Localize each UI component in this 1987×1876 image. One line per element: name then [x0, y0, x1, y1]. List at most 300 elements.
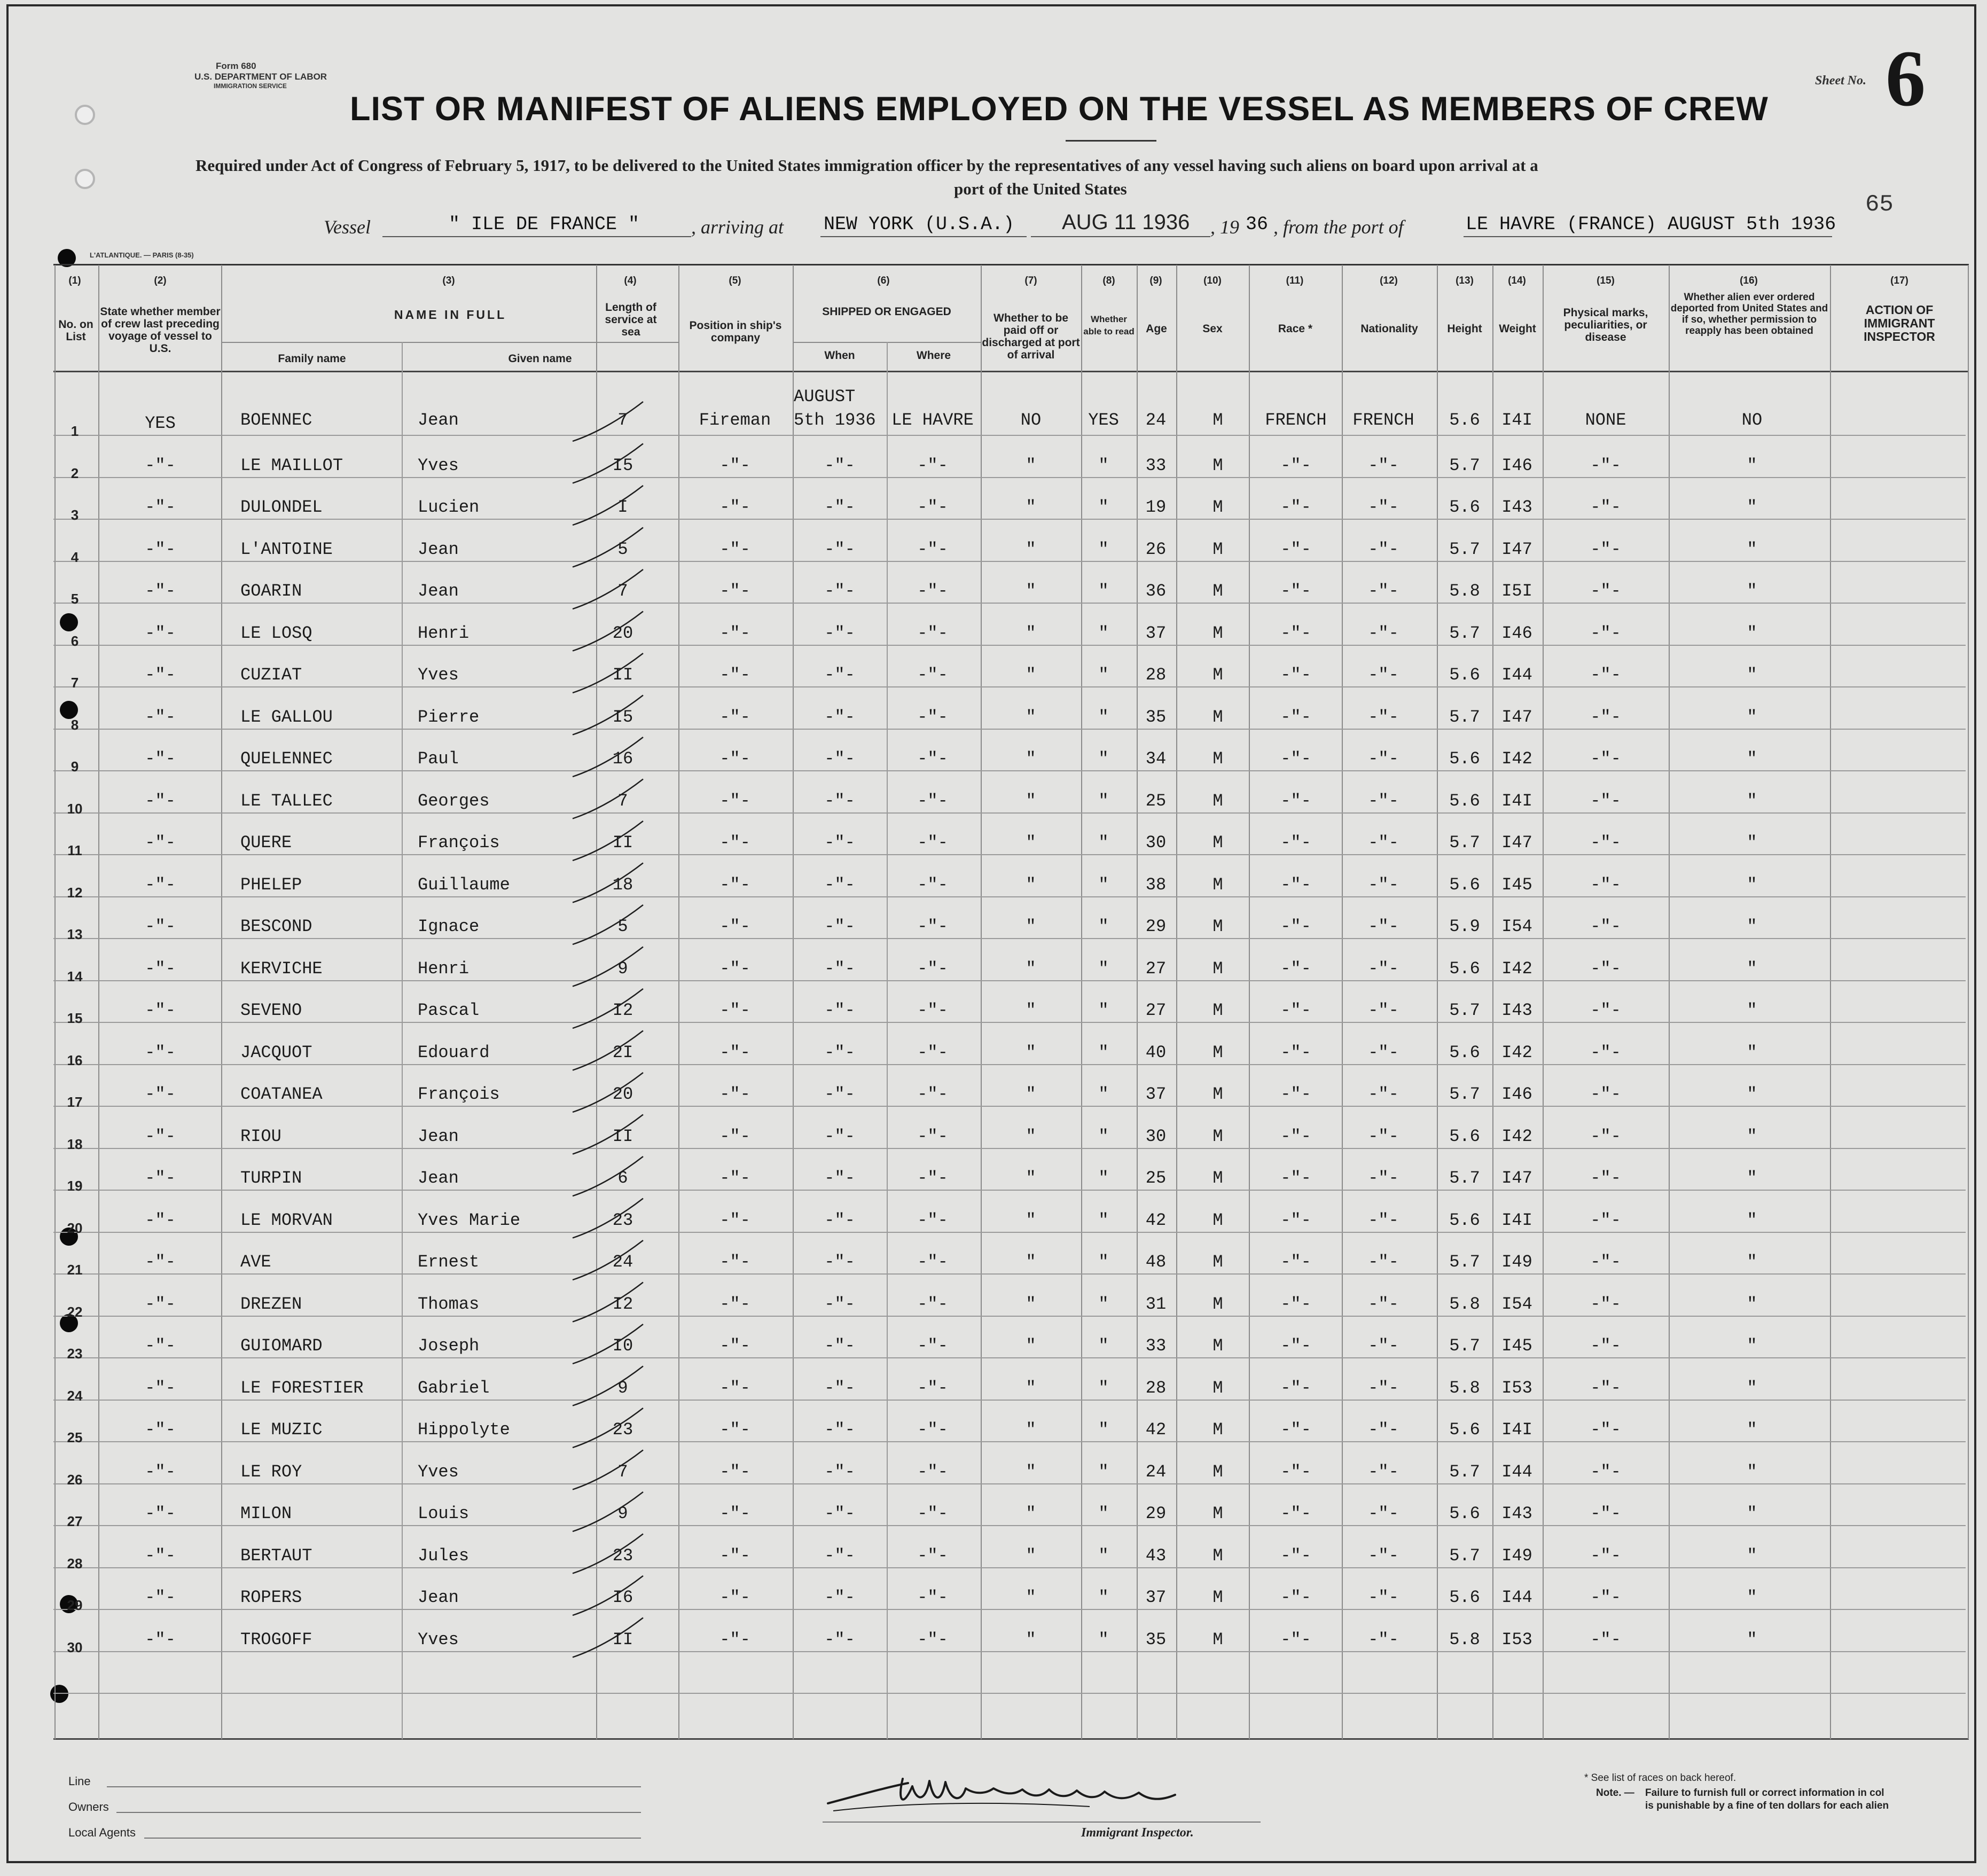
age-cell: 37: [1145, 623, 1167, 643]
header-physical-marks: Physical marks, peculiarities, or disease: [1563, 307, 1648, 343]
race-cell: -"-: [1280, 1043, 1311, 1062]
physical-marks-cell: -"-: [1590, 1084, 1621, 1104]
check-mark: [573, 486, 643, 525]
weight-cell: I47: [1501, 707, 1532, 727]
position-cell: -"-: [719, 959, 750, 979]
paid-off-cell: ": [1026, 1336, 1036, 1356]
family-name-cell: TROGOFF: [240, 1630, 312, 1650]
race-footnote: * See list of races on back hereof.: [1584, 1772, 1736, 1784]
position-cell: -"-: [719, 749, 750, 769]
column-number: (3): [442, 275, 455, 286]
weight-cell: I5I: [1501, 581, 1532, 601]
sex-cell: M: [1212, 833, 1223, 853]
shipped-where-cell: -"-: [917, 540, 948, 559]
deported-cell: ": [1747, 1588, 1757, 1607]
check-mark: [573, 402, 643, 441]
shipped-when-cell: -"-: [824, 1504, 855, 1523]
nationality-cell: -"-: [1368, 1127, 1399, 1146]
row-number: 27: [67, 1513, 83, 1529]
shipped-when-cell: -"-: [824, 707, 855, 727]
deported-cell: ": [1747, 707, 1757, 727]
row-number: 15: [67, 1010, 83, 1026]
sex-cell: M: [1212, 497, 1223, 517]
prior-voyage-cell: -"-: [145, 1504, 176, 1523]
given-name-cell: Joseph: [418, 1336, 480, 1356]
deported-cell: ": [1747, 1043, 1757, 1062]
deported-cell: ": [1747, 540, 1757, 559]
arrival-date-stamp: AUG 11 1936: [1062, 210, 1190, 234]
height-cell: 5.6: [1449, 497, 1480, 517]
height-cell: 5.6: [1449, 1504, 1480, 1523]
prior-voyage-cell: -"-: [145, 707, 176, 727]
paid-off-cell: ": [1026, 1084, 1036, 1104]
nationality-cell: -"-: [1368, 1588, 1399, 1607]
race-cell: -"-: [1280, 1252, 1311, 1272]
position-cell: -"-: [719, 1504, 750, 1523]
family-name-cell: JACQUOT: [240, 1043, 312, 1062]
family-name-cell: LE MORVAN: [240, 1210, 333, 1230]
row-number: 19: [67, 1178, 83, 1194]
check-mark: [573, 653, 643, 693]
family-name-cell: ROPERS: [240, 1588, 302, 1607]
nationality-cell: -"-: [1368, 959, 1399, 979]
family-name-cell: LE TALLEC: [240, 791, 333, 811]
given-name-cell: Edouard: [418, 1043, 490, 1062]
height-cell: 5.6: [1449, 749, 1480, 769]
shipped-when-cell: -"-: [824, 1546, 855, 1566]
deported-cell: ": [1747, 1000, 1757, 1020]
check-mark: [573, 528, 643, 567]
race-cell: -"-: [1280, 1420, 1311, 1440]
position-cell: -"-: [719, 1420, 750, 1440]
shipped-where-cell: -"-: [917, 1462, 948, 1482]
physical-marks-cell: -"-: [1590, 1168, 1621, 1188]
column-number: (12): [1380, 275, 1398, 286]
weight-cell: I47: [1501, 833, 1532, 853]
paid-off-cell: ": [1026, 456, 1036, 475]
prior-voyage-cell: -"-: [145, 1127, 176, 1146]
paid-off-cell: NO: [1020, 410, 1042, 430]
physical-marks-cell: -"-: [1590, 875, 1621, 895]
row-number: 16: [67, 1052, 83, 1068]
race-cell: -"-: [1280, 456, 1311, 475]
physical-marks-cell: -"-: [1590, 497, 1621, 517]
weight-cell: I42: [1501, 959, 1532, 979]
able-to-read-cell: ": [1098, 1168, 1109, 1188]
service-length-cell: I5: [612, 707, 633, 727]
check-mark: [573, 569, 643, 609]
deported-cell: ": [1747, 1168, 1757, 1188]
height-cell: 5.7: [1449, 1462, 1480, 1482]
sex-cell: M: [1212, 540, 1223, 559]
position-cell: -"-: [719, 1336, 750, 1356]
height-cell: 5.8: [1449, 581, 1480, 601]
service-length-cell: 18: [612, 875, 633, 895]
shipped-when-cell: -"-: [824, 1420, 855, 1440]
check-mark: [573, 1534, 643, 1574]
able-to-read-cell: ": [1098, 791, 1109, 811]
physical-marks-cell: -"-: [1590, 1043, 1621, 1062]
given-name-cell: Yves: [418, 665, 459, 685]
weight-cell: I42: [1501, 749, 1532, 769]
sex-cell: M: [1212, 1252, 1223, 1272]
paid-off-cell: ": [1026, 1420, 1036, 1440]
weight-cell: I44: [1501, 1588, 1532, 1607]
prior-voyage-cell: -"-: [145, 1378, 176, 1398]
position-cell: -"-: [719, 1378, 750, 1398]
height-cell: 5.6: [1449, 1210, 1480, 1230]
age-cell: 37: [1145, 1084, 1167, 1104]
from-label: , from the port of: [1273, 216, 1404, 238]
header-shipped-engaged: SHIPPED OR ENGAGED: [822, 306, 951, 318]
nationality-cell: -"-: [1368, 875, 1399, 895]
deported-cell: ": [1747, 1378, 1757, 1398]
service-length-cell: 7: [617, 581, 628, 601]
able-to-read-cell: ": [1098, 959, 1109, 979]
given-name-cell: Lucien: [418, 497, 480, 517]
shipped-when-cell: -"-: [824, 1336, 855, 1356]
race-cell: -"-: [1280, 1504, 1311, 1523]
owners-field-rule: [116, 1812, 641, 1813]
given-name-cell: Jean: [418, 1168, 459, 1188]
sex-cell: M: [1212, 410, 1223, 430]
position-cell: -"-: [719, 1462, 750, 1482]
family-name-cell: L'ANTOINE: [240, 540, 333, 559]
column-number: (9): [1149, 275, 1162, 286]
given-name-cell: Ignace: [418, 917, 480, 936]
deported-cell: ": [1747, 1504, 1757, 1523]
age-cell: 27: [1145, 1000, 1167, 1020]
family-name-cell: TURPIN: [240, 1168, 302, 1188]
weight-cell: I53: [1501, 1378, 1532, 1398]
physical-marks-cell: -"-: [1590, 456, 1621, 475]
header-age: Age: [1146, 323, 1167, 335]
family-name-cell: KERVICHE: [240, 959, 323, 979]
position-cell: -"-: [719, 581, 750, 601]
column-number: (15): [1597, 275, 1615, 286]
deported-cell: ": [1747, 1084, 1757, 1104]
service-length-cell: 9: [617, 1504, 628, 1523]
nationality-cell: -"-: [1368, 1000, 1399, 1020]
sex-cell: M: [1212, 749, 1223, 769]
family-name-cell: LE MUZIC: [240, 1420, 323, 1440]
given-name-cell: Yves Marie: [418, 1210, 521, 1230]
check-mark: [573, 695, 643, 735]
weight-cell: I47: [1501, 540, 1532, 559]
height-cell: 5.7: [1449, 833, 1480, 853]
prior-voyage-cell: -"-: [145, 1336, 176, 1356]
shipped-where-cell: -"-: [917, 1294, 948, 1314]
able-to-read-cell: ": [1098, 707, 1109, 727]
physical-marks-cell: -"-: [1590, 581, 1621, 601]
service-length-cell: I0: [612, 1336, 633, 1356]
check-mark: [573, 947, 643, 987]
deported-cell: ": [1747, 1252, 1757, 1272]
nationality-cell: -"-: [1368, 456, 1399, 475]
given-name-cell: Georges: [418, 791, 490, 811]
service-length-cell: 5: [617, 540, 628, 559]
shipped-where-cell: -"-: [917, 581, 948, 601]
weight-cell: I43: [1501, 1000, 1532, 1020]
given-name-cell: Guillaume: [418, 875, 510, 895]
nationality-cell: -"-: [1368, 540, 1399, 559]
paid-off-cell: ": [1026, 1378, 1036, 1398]
page-title: LIST OR MANIFEST OF ALIENS EMPLOYED ON THE VESSEL AS MEMBERS OF CREW: [350, 90, 1769, 128]
row-number: 9: [71, 759, 79, 775]
family-name-cell: LE LOSQ: [240, 623, 312, 643]
shipped-when-cell: -"-: [824, 875, 855, 895]
given-name-cell: Jean: [418, 1127, 459, 1146]
prior-voyage-cell: -"-: [145, 665, 176, 685]
arriving-port: NEW YORK (U.S.A.): [824, 214, 1015, 235]
shipped-where-cell: -"-: [917, 497, 948, 517]
age-cell: 25: [1145, 791, 1167, 811]
row-number: 18: [67, 1136, 83, 1152]
age-cell: 30: [1145, 833, 1167, 853]
height-cell: 5.6: [1449, 410, 1480, 430]
weight-cell: I54: [1501, 917, 1532, 936]
nationality-cell: -"-: [1368, 917, 1399, 936]
paid-off-cell: ": [1026, 791, 1036, 811]
paid-off-cell: ": [1026, 1252, 1036, 1272]
age-cell: 30: [1145, 1127, 1167, 1146]
weight-cell: I42: [1501, 1043, 1532, 1062]
header-able-to-read: Whether able to read: [1083, 314, 1135, 337]
service-length-cell: 24: [612, 1252, 633, 1272]
able-to-read-cell: ": [1098, 623, 1109, 643]
height-cell: 5.7: [1449, 1168, 1480, 1188]
sex-cell: M: [1212, 959, 1223, 979]
check-mark: [573, 1073, 643, 1112]
position-cell: Fireman: [699, 410, 771, 430]
deported-cell: ": [1747, 1546, 1757, 1566]
prior-voyage-cell: -"-: [145, 1043, 176, 1062]
sex-cell: M: [1212, 1630, 1223, 1650]
position-cell: -"-: [719, 1127, 750, 1146]
given-name-cell: Jean: [418, 581, 459, 601]
position-cell: -"-: [719, 707, 750, 727]
race-cell: -"-: [1280, 497, 1311, 517]
form-service: IMMIGRATION SERVICE: [214, 82, 287, 90]
header-where: Where: [916, 349, 951, 362]
given-name-cell: Yves: [418, 1630, 459, 1650]
row-number: 12: [67, 885, 83, 901]
row-number: 28: [67, 1555, 83, 1572]
weight-cell: I43: [1501, 497, 1532, 517]
family-name-cell: MILON: [240, 1504, 292, 1523]
subtitle: Required under Act of Congress of February 5, 1917, to be delivered to the United States immigration officer by the representatives of any vessel having such aliens on board upon arrival at a: [195, 156, 1538, 175]
height-cell: 5.7: [1449, 707, 1480, 727]
physical-marks-cell: -"-: [1590, 623, 1621, 643]
row-number: 3: [71, 507, 79, 523]
first-row-when-month: AUGUST: [794, 387, 856, 407]
position-cell: -"-: [719, 1210, 750, 1230]
shipped-where-cell: -"-: [917, 1420, 948, 1440]
physical-marks-cell: -"-: [1590, 1588, 1621, 1607]
position-cell: -"-: [719, 1630, 750, 1650]
prior-voyage-cell: -"-: [145, 497, 176, 517]
race-cell: FRENCH: [1265, 410, 1327, 430]
age-cell: 33: [1145, 456, 1167, 475]
column-number: (1): [68, 275, 81, 286]
prior-voyage-cell: -"-: [145, 959, 176, 979]
subtitle-continued: port of the United States: [954, 179, 1127, 198]
service-length-cell: 23: [612, 1546, 633, 1566]
height-cell: 5.7: [1449, 456, 1480, 475]
check-mark: [573, 1240, 643, 1280]
age-cell: 29: [1145, 917, 1167, 936]
shipped-when-cell: -"-: [824, 1210, 855, 1230]
physical-marks-cell: -"-: [1590, 1630, 1621, 1650]
able-to-read-cell: ": [1098, 1210, 1109, 1230]
shipped-when-cell: -"-: [824, 665, 855, 685]
deported-cell: ": [1747, 1127, 1757, 1146]
position-cell: -"-: [719, 665, 750, 685]
age-cell: 35: [1145, 707, 1167, 727]
physical-marks-cell: -"-: [1590, 665, 1621, 685]
given-name-cell: Louis: [418, 1504, 470, 1523]
paid-off-cell: ": [1026, 581, 1036, 601]
sex-cell: M: [1212, 1294, 1223, 1314]
height-cell: 5.6: [1449, 1127, 1480, 1146]
row-number: 5: [71, 591, 79, 607]
prior-voyage-cell: -"-: [145, 875, 176, 895]
paid-off-cell: ": [1026, 959, 1036, 979]
position-cell: -"-: [719, 791, 750, 811]
age-cell: 38: [1145, 875, 1167, 895]
form-number: Form 680: [216, 61, 256, 71]
race-cell: -"-: [1280, 1546, 1311, 1566]
check-mark: [573, 737, 643, 777]
header-height: Height: [1447, 323, 1482, 335]
paid-off-cell: ": [1026, 1462, 1036, 1482]
race-cell: -"-: [1280, 665, 1311, 685]
deported-cell: ": [1747, 1630, 1757, 1650]
prior-voyage-cell: -"-: [145, 1168, 176, 1188]
prior-voyage-cell: -"-: [145, 1630, 176, 1650]
family-name-cell: BOENNEC: [240, 410, 312, 430]
shipped-where-cell: -"-: [917, 665, 948, 685]
service-length-cell: II: [612, 665, 633, 685]
race-cell: -"-: [1280, 1084, 1311, 1104]
able-to-read-cell: ": [1098, 665, 1109, 685]
prior-voyage-cell: -"-: [145, 917, 176, 936]
position-cell: -"-: [719, 623, 750, 643]
age-cell: 26: [1145, 540, 1167, 559]
row-number: 24: [67, 1388, 83, 1404]
sex-cell: M: [1212, 1336, 1223, 1356]
able-to-read-cell: ": [1098, 497, 1109, 517]
weight-cell: I4I: [1501, 1210, 1532, 1230]
weight-cell: I46: [1501, 456, 1532, 475]
column-number: (16): [1740, 275, 1758, 286]
sex-cell: M: [1212, 1168, 1223, 1188]
able-to-read-cell: ": [1098, 540, 1109, 559]
sex-cell: M: [1212, 456, 1223, 475]
nationality-cell: -"-: [1368, 1168, 1399, 1188]
age-cell: 42: [1145, 1420, 1167, 1440]
able-to-read-cell: ": [1098, 1546, 1109, 1566]
prior-voyage-cell: -"-: [145, 623, 176, 643]
physical-marks-cell: -"-: [1590, 1546, 1621, 1566]
height-cell: 5.6: [1449, 1420, 1480, 1440]
agents-field-rule: [144, 1838, 641, 1839]
family-name-cell: RIOU: [240, 1127, 281, 1146]
inspector-signature: [823, 1757, 1186, 1822]
deported-cell: ": [1747, 791, 1757, 811]
family-name-cell: QUERE: [240, 833, 292, 853]
shipped-when-cell: -"-: [824, 1252, 855, 1272]
able-to-read-cell: ": [1098, 1378, 1109, 1398]
able-to-read-cell: ": [1098, 456, 1109, 475]
sex-cell: M: [1212, 1504, 1223, 1523]
age-cell: 33: [1145, 1336, 1167, 1356]
paid-off-cell: ": [1026, 1127, 1036, 1146]
paid-off-cell: ": [1026, 833, 1036, 853]
able-to-read-cell: ": [1098, 1336, 1109, 1356]
deported-cell: ": [1747, 665, 1757, 685]
row-number: 25: [67, 1429, 83, 1445]
height-cell: 5.8: [1449, 1378, 1480, 1398]
able-to-read-cell: ": [1098, 1462, 1109, 1482]
given-name-cell: Yves: [418, 456, 459, 475]
column-number: (8): [1102, 275, 1115, 286]
service-length-cell: 9: [617, 959, 628, 979]
race-cell: -"-: [1280, 707, 1311, 727]
race-cell: -"-: [1280, 1462, 1311, 1482]
shipped-when-cell: -"-: [824, 456, 855, 475]
height-cell: 5.7: [1449, 1252, 1480, 1272]
nationality-cell: -"-: [1368, 707, 1399, 727]
position-cell: -"-: [719, 1043, 750, 1062]
physical-marks-cell: -"-: [1590, 1294, 1621, 1314]
prior-voyage-cell: -"-: [145, 1084, 176, 1104]
weight-cell: I47: [1501, 1168, 1532, 1188]
sex-cell: M: [1212, 791, 1223, 811]
given-name-cell: Jean: [418, 410, 459, 430]
sex-cell: M: [1212, 1546, 1223, 1566]
shipped-when-cell: -"-: [824, 1000, 855, 1020]
check-mark: [573, 612, 643, 651]
physical-marks-cell: -"-: [1590, 707, 1621, 727]
check-mark: [573, 444, 643, 483]
line-label: Line: [68, 1775, 91, 1788]
check-mark: [573, 1115, 643, 1154]
shipped-when-cell: -"-: [824, 540, 855, 559]
nationality-cell: -"-: [1368, 1504, 1399, 1523]
service-length-cell: 6: [617, 1168, 628, 1188]
family-name-cell: BESCOND: [240, 917, 312, 936]
row-number: 8: [71, 717, 79, 733]
age-cell: 36: [1145, 581, 1167, 601]
owners-label: Owners: [68, 1800, 109, 1814]
family-name-cell: LE MAILLOT: [240, 456, 343, 475]
physical-marks-cell: -"-: [1590, 1210, 1621, 1230]
physical-marks-cell: -"-: [1590, 749, 1621, 769]
printer-mark: L'ATLANTIQUE. — PARIS (8-35): [90, 251, 194, 259]
check-mark: [573, 1492, 643, 1531]
service-length-cell: I5: [612, 456, 633, 475]
weight-cell: I45: [1501, 875, 1532, 895]
deported-cell: ": [1747, 456, 1757, 475]
row-number: 17: [67, 1094, 83, 1110]
position-cell: -"-: [719, 497, 750, 517]
race-cell: -"-: [1280, 959, 1311, 979]
given-name-cell: Hippolyte: [418, 1420, 510, 1440]
weight-cell: I44: [1501, 1462, 1532, 1482]
sex-cell: M: [1212, 875, 1223, 895]
sex-cell: M: [1212, 917, 1223, 936]
